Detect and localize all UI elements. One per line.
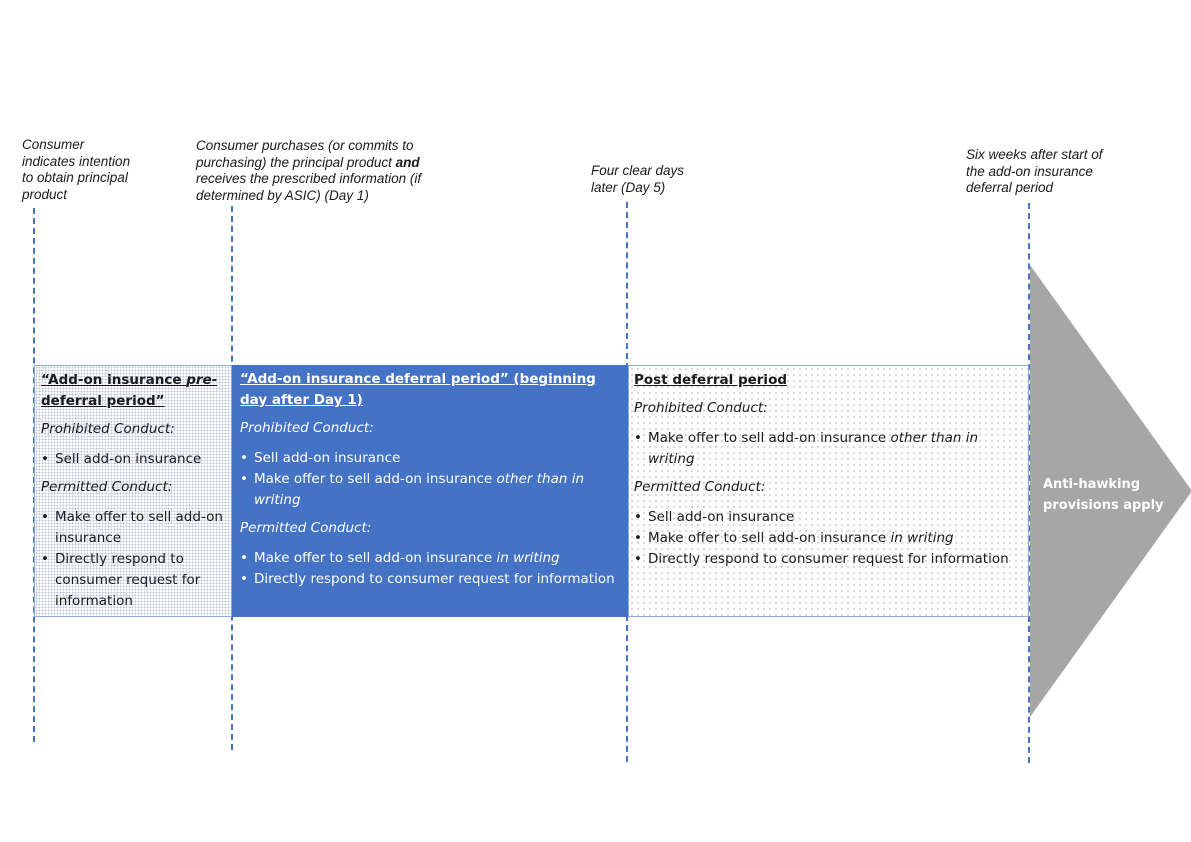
deferral-permitted-label: Permitted Conduct: bbox=[240, 520, 372, 536]
pre-deferral-title bbox=[41, 370, 225, 412]
event-label-day-1-bold: and bbox=[395, 154, 420, 170]
post-prohibited-1-b: other than in writing bbox=[648, 430, 979, 467]
deferral-permitted-1-b: in writing bbox=[496, 550, 560, 566]
deferral-permitted-1-a: Make offer to sell add-on insurance bbox=[254, 550, 497, 566]
post-permitted-list bbox=[634, 507, 1022, 570]
post-prohibited-list bbox=[634, 428, 1022, 470]
event-label-day-1-b: receives the prescribed information (if determined by ASIC) (Day 1) bbox=[196, 171, 422, 203]
deferral-period-panel bbox=[232, 365, 628, 617]
pre-title-b: pre- bbox=[186, 372, 218, 388]
post-permitted-2-b: in writing bbox=[890, 530, 954, 546]
post-permitted-2-a: Make offer to sell add-on insurance bbox=[648, 530, 891, 546]
deferral-prohibited-list bbox=[240, 448, 620, 511]
pre-title-a: “Add-on insurance bbox=[41, 372, 187, 388]
post-permitted-label: Permitted Conduct: bbox=[634, 479, 766, 495]
list-item: • Sell add-on insurance bbox=[41, 449, 225, 470]
list-item bbox=[634, 528, 1022, 549]
deferral-prohibited-2-a: Make offer to sell add-on insurance bbox=[254, 471, 497, 487]
pre-title-c: deferral period” bbox=[41, 393, 165, 409]
list-item: • Make offer to sell add-on insurance bbox=[41, 507, 225, 549]
list-item: • Directly respond to consumer request for information bbox=[634, 549, 1022, 570]
list-item bbox=[634, 428, 1022, 470]
pre-permitted-label: Permitted Conduct: bbox=[41, 479, 173, 495]
post-deferral-period-panel bbox=[628, 365, 1029, 617]
list-item bbox=[240, 469, 620, 511]
event-label-six-weeks: Six weeks after start of the add-on insurance deferral period bbox=[966, 147, 1103, 195]
post-prohibited-label: Prohibited Conduct: bbox=[634, 400, 768, 416]
pre-prohibited-label: Prohibited Conduct: bbox=[41, 421, 175, 437]
list-item: • Directly respond to consumer request for information bbox=[41, 549, 225, 612]
deferral-prohibited-label: Prohibited Conduct: bbox=[240, 420, 374, 436]
anti-hawking-label: Anti-hawking provisions apply bbox=[1043, 477, 1164, 513]
post-prohibited-1-a: Make offer to sell add-on insurance bbox=[648, 430, 891, 446]
event-label-day-5: Four clear days later (Day 5) bbox=[591, 163, 685, 195]
deferral-permitted-list bbox=[240, 548, 620, 590]
pre-deferral-period-panel bbox=[34, 365, 232, 617]
event-label-day-1 bbox=[196, 138, 526, 204]
pre-permitted-list bbox=[41, 507, 225, 612]
list-item bbox=[240, 548, 620, 569]
post-deferral-title: Post deferral period bbox=[634, 372, 788, 388]
event-label-day-1-a: Consumer purchases (or commits to purchasing) the principal product bbox=[196, 138, 414, 170]
deferral-title: “Add-on insurance deferral period” (beginning day after Day 1) bbox=[240, 371, 596, 408]
event-label-consumer-intention: Consumer indicates intention to obtain principal product bbox=[22, 137, 131, 202]
list-item: • Sell add-on insurance bbox=[240, 448, 620, 469]
pre-prohibited-list bbox=[41, 449, 225, 470]
list-item: • Directly respond to consumer request for information bbox=[240, 569, 620, 590]
deferral-prohibited-2-b: other than in writing bbox=[254, 471, 585, 508]
list-item: • Sell add-on insurance bbox=[634, 507, 1022, 528]
